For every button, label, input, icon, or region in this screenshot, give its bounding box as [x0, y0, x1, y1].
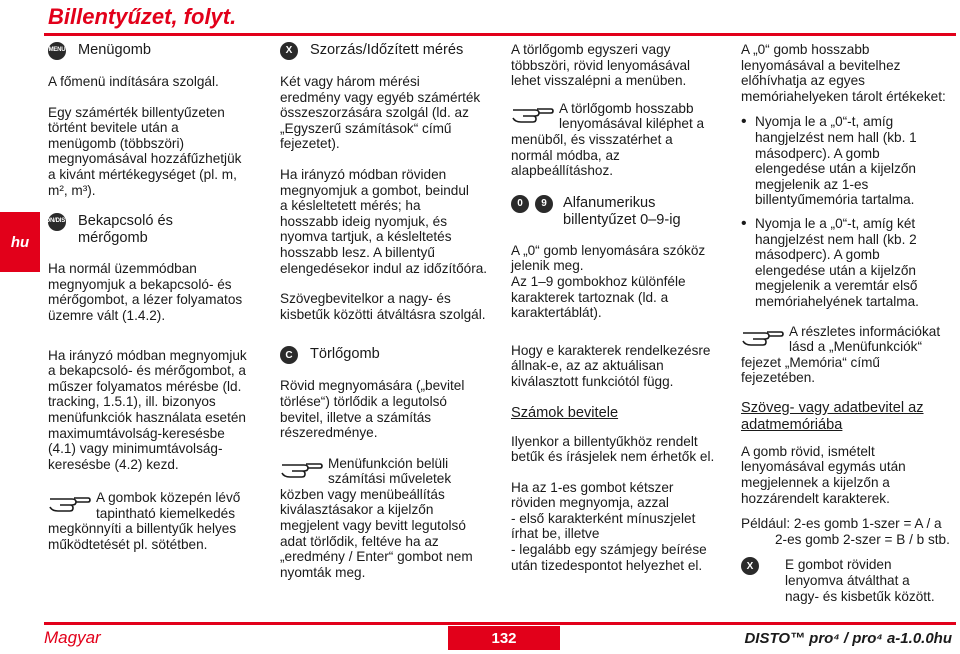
- page-title: Billentyűzet, folyt.: [48, 4, 237, 29]
- pointing-hand-icon: [741, 324, 785, 348]
- alpha-keys-heading: [511, 195, 733, 229]
- clear-key-title: Törlőgomb: [310, 346, 380, 363]
- tactile-note-rest: megkönnyíti a billentyűk helyes működtetését pl. sötétben.: [48, 521, 237, 553]
- column-1: [45, 42, 270, 567]
- list-item: • Nyomja le a „0“-t, amíg két hangjelzést nem hall (kb. 2 másodperc). A gomb elengedése után a kijelzőn megjelenik a veremtár első memóriahelyének tartalma.: [741, 216, 957, 310]
- numbers-desc: Ilyenkor a billentyűkhöz rendelt betűk és írásjelek nem érhetők el.: [511, 433, 715, 465]
- pointing-hand-icon: [280, 456, 324, 480]
- onoff-key-title: Bekapcsoló és mérőgomb: [78, 213, 173, 247]
- clear-key-desc: Rövid megnyomására („bevitel törlése“) törlődik a legutolsó bevitel, illetve a számítás részeredménye.: [280, 378, 465, 441]
- numbers-heading: Számok bevitele: [511, 404, 619, 421]
- memory-info-note: [741, 324, 957, 386]
- memory-recall-list: [741, 114, 957, 309]
- memory-info-note-rest: fejezet „Memória“ című fejezetében.: [741, 354, 880, 386]
- pointing-hand-icon: [511, 101, 555, 125]
- text-entry-heading: Szöveg- vagy adatbevitel az adatmemóriába: [741, 399, 924, 433]
- multiply-key-title: Szorzás/Időzített mérés: [310, 42, 464, 58]
- footer-product: DISTO™ pro⁴ / pro⁴ a-1.0.0hu: [744, 630, 952, 647]
- onoff-key-aim-desc: Ha irányzó módban megnyomjuk a bekapcsoló- és mérőgombot, a műszer folyamatos mérésbe (ld. tracking, 1.5.1), ill. bizonyos menüfunkciók használata esetén maximumtávolság-keresésbe (4.1) vagy minimumtávolság- keresésbe (4.2) kezd.: [48, 347, 247, 472]
- clear-back-desc: A törlőgomb egyszeri vagy többszöri, rövid lenyomásával lehet visszalépni a menüben.: [511, 42, 691, 89]
- clear-menu-note: [280, 456, 502, 581]
- menu-key-icon: MENU: [48, 42, 66, 60]
- header-rule: [44, 33, 956, 36]
- tactile-note: [48, 490, 270, 552]
- menu-key-units-desc: Egy számérték billentyűzeten történt bevitele után a menügomb (többszöri) megnyomásával hozzáfűzhetjük a kivánt mértékegységet (pl. m, m², m³).: [48, 104, 242, 198]
- alpha-keys-title: Alfanumerikus billentyűzet 0–9-ig: [563, 194, 681, 228]
- timer-desc: Ha irányzó módban röviden megnyomjuk a gombot, beindul a késleltetett mérés; ha hosszabb ideig nyomjuk, és nyomva tartjuk, a késleltetés hosszabb lesz. A billentyű elengedésekor indul az időzítőóra.: [280, 166, 488, 276]
- column-4: [741, 42, 957, 616]
- clear-menu-note-rest: közben vagy menübeállítás kiválasztásakor a kijelzőn megjelent vagy bevitt legutolsó adat törlődik, feltéve ha az „eredmény / Enter“ gombot nem nyomták meg.: [280, 486, 473, 580]
- multiply-key-heading: [280, 42, 502, 60]
- clear-exit-note-rest: menüből, és visszatérhet a normál módba, az alapbeállításhoz.: [511, 131, 673, 179]
- page-number: 132: [448, 626, 560, 650]
- column-3: [511, 42, 733, 588]
- menu-key-heading: [48, 42, 270, 60]
- footer-rule: [44, 622, 956, 625]
- text-entry-example: Például: 2-es gomb 1-szer = A / a 2-es gomb 2-szer = B / b stb.: [741, 516, 950, 547]
- clear-exit-note-lead: A törlőgomb hosszabb lenyomásával kiléphet a: [559, 100, 705, 132]
- pointing-hand-icon: [48, 490, 92, 514]
- clear-key-icon: C: [280, 346, 298, 364]
- onoff-key-icon: ON/DIST: [48, 213, 66, 231]
- column-2: [280, 42, 502, 594]
- clear-exit-note: [511, 101, 733, 179]
- onoff-key-heading: [45, 213, 270, 247]
- case-key-icon: X: [741, 557, 759, 575]
- multiply-key-desc: Két vagy három mérési eredmény vagy egyéb számérték összeszorzására szolgál (ld. az „Egyszerű számítások“ című fejezetet).: [280, 74, 481, 152]
- multiply-key-icon: X: [280, 42, 298, 60]
- language-tab: hu: [0, 212, 40, 272]
- function-dependency-desc: Hogy e karakterek rendelkezésre állnak-e, az az aktuálisan kiválasztott funkciótól függ.: [511, 342, 711, 389]
- list-item: • Nyomja le a „0“-t, amíg hangjelzést nem hall (kb. 1 másodperc). A gomb elengedése után a kijelzőn megjelenik az 1-es billentyűmemória tartalma.: [741, 114, 957, 208]
- key-0-icon: 0: [511, 195, 529, 213]
- tactile-note-lead: A gombok közepén lévő tapintható kiemelkedés: [96, 490, 241, 521]
- menu-key-title: Menügomb: [78, 42, 152, 58]
- memory-info-note-lead: A részletes információkat lásd a „Menüfunkciók“: [789, 323, 941, 355]
- memory-recall-desc: A „0“ gomb hosszabb lenyomásával a bevitelhez előhívhatja az egyes memóriahelyeken tárolt értékeket:: [741, 42, 946, 104]
- clear-key-heading: [280, 346, 502, 364]
- text-entry-desc: A gomb rövid, ismételt lenyomásával egymás után megjelennek a kijelzőn a hozzárendelt karakterek.: [741, 443, 906, 506]
- onoff-key-desc: Ha normál üzemmódban megnyomjuk a bekapcsoló- és mérőgombot, a lézer folyamatos üzemre vált (1.4.2).: [48, 261, 243, 323]
- case-toggle-desc: Szövegbevitelkor a nagy- és kisbetűk közötti átváltásra szolgál.: [280, 291, 486, 322]
- case-key-desc: E gombot röviden lenyomva átválthat a nagy- és kisbetűk között.: [785, 557, 935, 604]
- key-9-icon: 9: [535, 195, 553, 213]
- case-key-line: [741, 557, 957, 604]
- menu-key-desc: A főmenü indítására szolgál.: [48, 74, 219, 89]
- alpha-keys-desc: A „0“ gomb lenyomására szóköz jelenik meg. Az 1–9 gombokhoz különféle karakterek tartoznak (ld. a karaktertáblát).: [511, 242, 706, 321]
- minus-decimal-desc: Ha az 1-es gombot kétszer röviden megnyomja, azzal - első karakterként mínuszjelet írhat be, illetve - legalább egy számjegy beírése után tizedespontot helyezhet el.: [511, 479, 707, 573]
- clear-menu-note-lead: Menüfunkción belüli számítási műveletek: [328, 455, 452, 487]
- footer-language: Magyar: [44, 628, 101, 647]
